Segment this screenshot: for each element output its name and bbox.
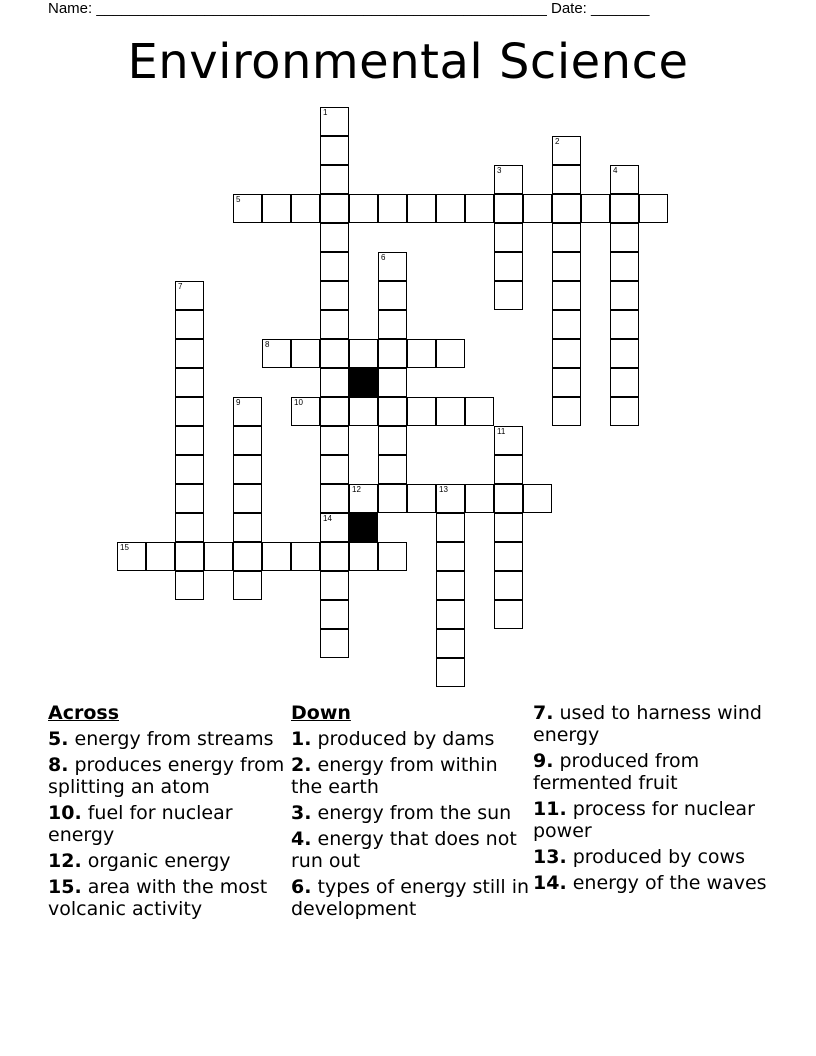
crossword-cell[interactable] [349,542,378,571]
clue-down-7 [533,702,773,746]
crossword-cell[interactable] [349,484,378,513]
clue-text: energy from within the earth [291,754,498,798]
crossword-cell[interactable] [320,107,349,136]
crossword-cell[interactable] [378,368,407,397]
clue-number: 14. [533,872,567,894]
clue-text: energy of the waves [572,872,767,894]
black-cell [349,368,378,397]
crossword-cell[interactable] [552,368,581,397]
crossword-cell[interactable] [175,455,204,484]
clue-text: fuel for nuclear energy [48,802,233,846]
clue-text: produces energy from splitting an atom [48,754,285,798]
crossword-cell[interactable] [552,397,581,426]
cell-number: 15 [120,543,129,552]
crossword-cell[interactable] [320,397,349,426]
cell-number: 13 [439,485,448,494]
crossword-cell[interactable] [610,252,639,281]
crossword-cell[interactable] [494,165,523,194]
crossword-cell[interactable] [610,165,639,194]
crossword-cell[interactable] [378,426,407,455]
crossword-cell[interactable] [175,368,204,397]
crossword-cell[interactable] [378,484,407,513]
cell-number: 6 [381,253,386,262]
crossword-cell[interactable] [378,310,407,339]
cell-number: 5 [236,195,241,204]
across-heading: Across [48,702,120,724]
down-heading: Down [291,702,351,724]
crossword-cell[interactable] [552,252,581,281]
clue-across-15 [48,876,288,920]
crossword-cell[interactable] [610,223,639,252]
crossword-cell[interactable] [320,252,349,281]
clue-number: 12. [48,850,82,872]
crossword-cell[interactable] [291,397,320,426]
crossword-cell[interactable] [320,165,349,194]
crossword-cell[interactable] [494,542,523,571]
crossword-cell[interactable] [320,194,349,223]
clue-down-6 [291,876,531,920]
crossword-cell[interactable] [262,194,291,223]
crossword-cell[interactable] [262,542,291,571]
crossword-cell[interactable] [494,600,523,629]
crossword-cell[interactable] [291,339,320,368]
crossword-cell[interactable] [320,426,349,455]
crossword-cell[interactable] [552,223,581,252]
clue-number: 5. [48,728,69,750]
crossword-cell[interactable] [320,281,349,310]
crossword-cell[interactable] [378,542,407,571]
crossword-cell[interactable] [378,281,407,310]
crossword-cell[interactable] [610,194,639,223]
crossword-cell[interactable] [407,397,436,426]
crossword-cell[interactable] [349,339,378,368]
crossword-cell[interactable] [320,455,349,484]
crossword-cell[interactable] [233,542,262,571]
clue-number: 3. [291,802,312,824]
clue-down-1 [291,728,531,750]
crossword-cell[interactable] [320,310,349,339]
clues-column-3 [533,702,773,898]
crossword-cell[interactable] [320,136,349,165]
crossword-cell[interactable] [233,513,262,542]
crossword-cell[interactable] [233,194,262,223]
clue-number: 15. [48,876,82,898]
clue-down-4 [291,828,531,872]
clue-number: 8. [48,754,69,776]
crossword-cell[interactable] [146,542,175,571]
crossword-cell[interactable] [233,571,262,600]
cell-number: 12 [352,485,361,494]
crossword-cell[interactable] [523,194,552,223]
crossword-cell[interactable] [436,397,465,426]
crossword-cell[interactable] [175,339,204,368]
clue-text: energy from streams [74,728,274,750]
clue-down-11 [533,798,773,842]
clue-number: 1. [291,728,312,750]
clue-text: area with the most volcanic activity [48,876,268,920]
crossword-cell[interactable] [494,223,523,252]
crossword-cell[interactable] [436,658,465,687]
name-date-line: Name: ______________________________________________________ Date: _______ [48,0,650,17]
cell-number: 10 [294,398,303,407]
cell-number: 4 [613,166,618,175]
crossword-cell[interactable] [378,397,407,426]
crossword-cell[interactable] [407,194,436,223]
crossword-cell[interactable] [610,397,639,426]
black-cell [349,513,378,542]
crossword-cell[interactable] [320,571,349,600]
crossword-cell[interactable] [320,368,349,397]
crossword-cell[interactable] [494,484,523,513]
crossword-cell[interactable] [378,252,407,281]
clue-down-14 [533,872,773,894]
clue-number: 10. [48,802,82,824]
clue-text: used to harness wind energy [533,702,762,746]
crossword-cell[interactable] [436,600,465,629]
crossword-cell[interactable] [320,223,349,252]
crossword-cell[interactable] [262,339,291,368]
clue-down-3 [291,802,531,824]
crossword-cell[interactable] [320,484,349,513]
crossword-cell[interactable] [465,484,494,513]
crossword-cell[interactable] [523,484,552,513]
clue-text: types of energy still in development [291,876,530,920]
crossword-cell[interactable] [465,194,494,223]
crossword-cell[interactable] [378,194,407,223]
crossword-cell[interactable] [233,484,262,513]
crossword-cell[interactable] [291,542,320,571]
crossword-cell[interactable] [175,542,204,571]
cell-number: 7 [178,282,183,291]
clue-across-10 [48,802,288,846]
clue-number: 7. [533,702,554,724]
clues-column-2 [291,702,531,924]
crossword-cell[interactable] [552,310,581,339]
crossword-cell[interactable] [610,368,639,397]
crossword-cell[interactable] [494,194,523,223]
cell-number: 9 [236,398,241,407]
crossword-cell[interactable] [175,571,204,600]
crossword-cell[interactable] [204,542,233,571]
crossword-cell[interactable] [494,426,523,455]
crossword-cell[interactable] [610,339,639,368]
clue-across-5 [48,728,288,750]
crossword-cell[interactable] [175,281,204,310]
page-title: Environmental Science [127,34,689,90]
clue-text: produced by cows [572,846,745,868]
clue-text: organic energy [87,850,231,872]
clue-number: 11. [533,798,567,820]
crossword-cell[interactable] [639,194,668,223]
crossword-cell[interactable] [494,571,523,600]
clue-text: energy that does not run out [291,828,517,872]
clue-number: 13. [533,846,567,868]
cell-number: 8 [265,340,270,349]
crossword-cell[interactable] [436,484,465,513]
clue-across-12 [48,850,288,872]
clue-text: process for nuclear power [533,798,755,842]
clue-down-2 [291,754,531,798]
crossword-cell[interactable] [610,310,639,339]
crossword-cell[interactable] [349,194,378,223]
crossword-cell[interactable] [581,194,610,223]
crossword-cell[interactable] [465,397,494,426]
crossword-cell[interactable] [233,397,262,426]
clue-down-13 [533,846,773,868]
crossword-cell[interactable] [320,339,349,368]
cell-number: 2 [555,137,560,146]
crossword-cell[interactable] [320,629,349,658]
clue-text: energy from the sun [317,802,512,824]
crossword-cell[interactable] [552,165,581,194]
clue-number: 4. [291,828,312,850]
crossword-cell[interactable] [349,397,378,426]
clue-text: produced from fermented fruit [533,750,700,794]
cell-number: 11 [497,427,506,436]
clues-column-1 [48,702,288,924]
crossword-cell[interactable] [610,281,639,310]
crossword-cell[interactable] [175,310,204,339]
crossword-cell[interactable] [407,484,436,513]
crossword-cell[interactable] [233,455,262,484]
crossword-cell[interactable] [320,513,349,542]
crossword-cell[interactable] [320,600,349,629]
crossword-cell[interactable] [117,542,146,571]
crossword-cell[interactable] [436,513,465,542]
cell-number: 3 [497,166,502,175]
crossword-cell[interactable] [378,339,407,368]
crossword-cell[interactable] [320,542,349,571]
clue-text: produced by dams [317,728,495,750]
crossword-cell[interactable] [552,281,581,310]
crossword-cell[interactable] [233,426,262,455]
crossword-cell[interactable] [436,339,465,368]
crossword-cell[interactable] [175,513,204,542]
crossword-cell[interactable] [436,571,465,600]
clue-number: 9. [533,750,554,772]
crossword-cell[interactable] [291,194,320,223]
crossword-cell[interactable] [552,136,581,165]
crossword-cell[interactable] [494,513,523,542]
crossword-cell[interactable] [494,455,523,484]
crossword-cell[interactable] [494,252,523,281]
crossword-cell[interactable] [436,542,465,571]
crossword-cell[interactable] [175,484,204,513]
cell-number: 1 [323,108,328,117]
cell-number: 14 [323,514,332,523]
crossword-cell[interactable] [436,629,465,658]
crossword-cell[interactable] [552,339,581,368]
crossword-cell[interactable] [436,194,465,223]
clue-number: 2. [291,754,312,776]
crossword-cell[interactable] [175,426,204,455]
clue-number: 6. [291,876,312,898]
crossword-cell[interactable] [552,194,581,223]
crossword-cell[interactable] [378,455,407,484]
crossword-cell[interactable] [407,339,436,368]
crossword-cell[interactable] [494,281,523,310]
clue-across-8 [48,754,288,798]
crossword-cell[interactable] [175,397,204,426]
clue-down-9 [533,750,773,794]
